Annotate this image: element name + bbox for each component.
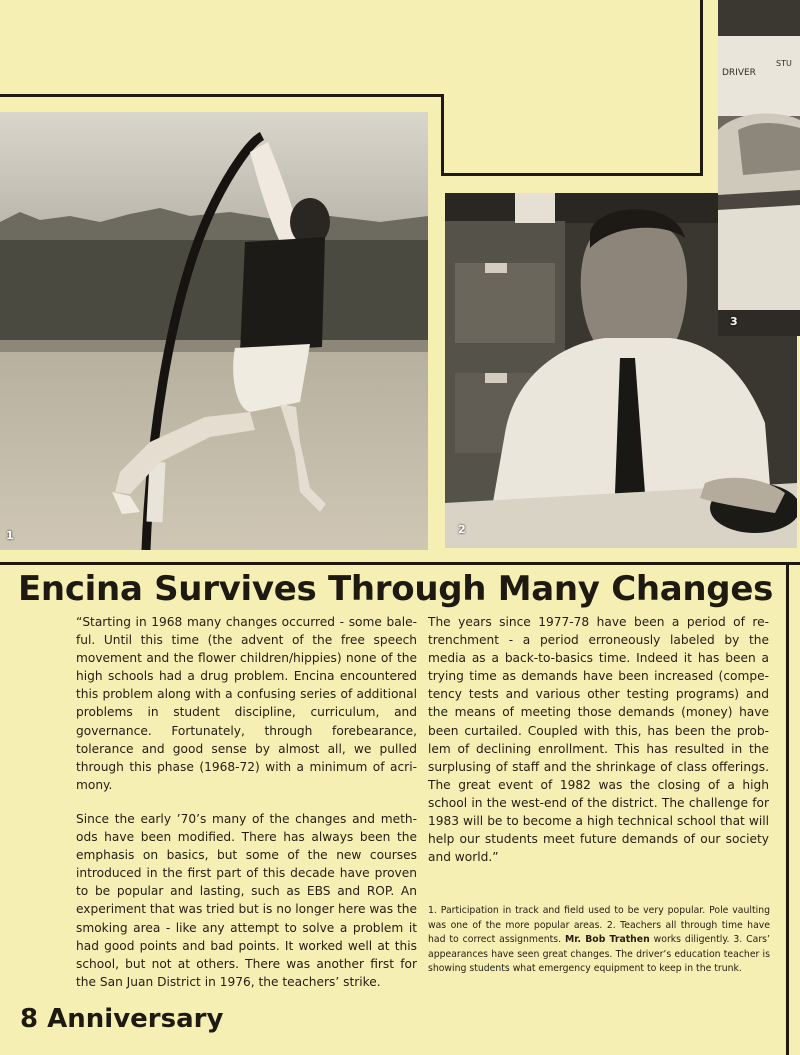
photo-number-1: 1 xyxy=(6,529,14,542)
body-frame-top-line xyxy=(0,562,800,565)
caption-name: Mr. Bob Trathen xyxy=(564,934,650,946)
photo-car xyxy=(718,0,800,336)
article-right-column xyxy=(428,613,769,882)
top-frame-mid-line xyxy=(441,173,703,176)
page-folio: 8 Anniversary xyxy=(20,1004,224,1034)
photo-caption xyxy=(428,904,770,977)
top-frame-right-line xyxy=(700,0,703,176)
article-headline: Encina Survives Through Many Changes xyxy=(18,569,774,609)
article-paragraph: The years since 1977-78 have been a period of retrenchment - a period erroneously labeled by the media as a back-to-basics time. Indeed it has been a trying time as demands have been increased (competency tests and various other testing programs) and the means of meeting those demands (money) have been curtailed. Coupled with this, has been the problem of declining enrollment. This has resulted in the surplusing of staff and the shrinkage of class offerings. The great event of 1982 was the closing of a high school in the west-end of the district. The challenge for 1983 will be to become a high technical school that will help our students meet future demands of our society and world.” xyxy=(428,615,769,865)
article-left-column xyxy=(76,613,417,1007)
top-frame-line xyxy=(0,94,444,97)
article-paragraph: Since the early ’70’s many of the changes and methods have been modified. There has always been the emphasis on basics, but some of the new courses introduced in the first part of this decade have proven to be popular and lasting, such as EBS and ROP. An experiment that was tried but is no longer here was the smoking area - like any attempt to solve a problem it had good points and bad points. It worked well at this school, but not at others. There was another first for the San Juan District in 1976, the teachers’ strike. xyxy=(76,811,417,989)
article-paragraph: “Starting in 1968 many changes occurred - some baleful. Until this time (the advent of the free speech movement and the flower children/hippies) none of the high schools had a drug problem. Encina encountered this problem along with a confusing series of additional problems in student discipline, curriculum, and governance. Fortunately, through forebearance, tolerance and good sense by almost all, we pulled through this phase (1968-72) with a minimum of acrimony. xyxy=(76,615,417,792)
photo-pole-vault xyxy=(0,112,428,550)
sign-text-stu: STU xyxy=(776,59,792,68)
photo-number-2: 2 xyxy=(458,523,466,536)
body-frame-right-line xyxy=(786,562,789,1055)
top-frame-drop-line xyxy=(441,94,444,176)
sign-text-driver: DRIVER xyxy=(722,68,756,78)
car-image xyxy=(718,0,800,336)
pole-vault-image xyxy=(0,112,428,550)
photo-number-3: 3 xyxy=(730,315,738,328)
caption-text-part1: 1. Participation in track and field used to be very popular. Pole vaulting was one of the more popular areas. 2. Teachers all through time have had to correct assignments. xyxy=(428,905,770,946)
caption-text-part2: works diligently. 3. Cars’ appearances have seen great changes. The driver’s education teacher is showing students what emergency equipment to keep in the trunk. xyxy=(428,934,770,975)
